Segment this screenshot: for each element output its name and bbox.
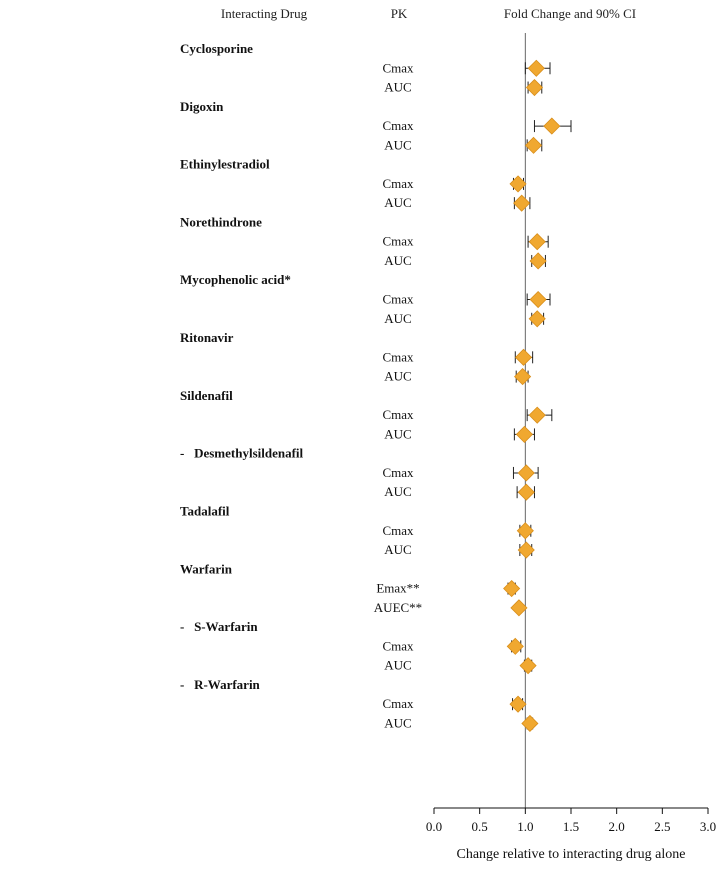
drug-label: Mycophenolic acid* [180,272,291,288]
x-axis-ticks [426,808,716,834]
pk-label: AUC [384,715,412,731]
drug-label: Tadalafil [180,503,230,519]
pk-label: AUC [384,426,412,442]
pk-label: Cmax [382,522,414,538]
estimate-diamond [522,715,538,731]
pk-label: AUC [384,195,412,211]
x-tick-label: 0.0 [425,819,443,834]
pk-label: AUC [384,79,412,95]
pk-label: Cmax [382,118,414,134]
drug-label: - Desmethylsildenafil [180,445,304,461]
estimate-diamond [514,195,530,211]
pk-labels [374,60,422,730]
estimate-diamond [520,658,536,674]
pk-label: AUEC** [373,599,423,615]
pk-label: AUC [384,137,412,153]
estimate-diamond [526,137,542,153]
pk-label: Cmax [382,696,414,712]
pk-label: AUC [384,252,412,268]
pk-label: AUC [384,542,412,558]
pk-label: AUC [384,310,412,326]
drug-label: Norethindrone [180,214,262,230]
pk-label: Cmax [382,638,414,654]
x-tick-label: 0.5 [471,819,488,834]
pk-label: AUC [384,657,412,673]
pk-label: Cmax [382,407,414,423]
estimate-diamond [529,234,545,250]
data-marks [504,60,571,731]
drug-label: - S-Warfarin [180,619,258,635]
x-tick-label: 2.5 [654,819,671,834]
pk-label: Cmax [382,233,414,249]
x-tick-label: 3.0 [699,819,717,834]
pk-label: Emax** [376,580,420,596]
estimate-diamond [518,465,534,481]
estimate-diamond [511,600,527,616]
pk-label: AUC [384,368,412,384]
drug-labels [180,41,304,692]
pk-label: Cmax [382,291,414,307]
pk-label: Cmax [382,464,414,480]
estimate-diamond [504,581,520,597]
x-tick-label: 1.5 [562,819,580,834]
drug-label: Ethinylestradiol [180,156,270,172]
estimate-diamond [530,253,546,269]
estimate-diamond [518,484,534,500]
estimate-diamond [529,407,545,423]
estimate-diamond [528,60,544,76]
drug-label: - R-Warfarin [180,676,260,692]
x-axis [426,808,716,834]
drug-label: Ritonavir [180,330,234,346]
estimate-diamond [516,349,532,365]
pk-label: AUC [384,484,412,500]
x-axis-label: Change relative to interacting drug alone [456,847,686,862]
header-interacting-drug: Interacting Drug [220,6,308,21]
x-tick-label: 1.0 [517,819,534,834]
drug-label: Cyclosporine [180,41,253,56]
pk-label: Cmax [382,175,414,191]
pk-label: Cmax [382,349,414,365]
header-fold-change: Fold Change and 90% CI [503,6,637,21]
header-pk: PK [390,6,408,21]
x-tick-label: 2.0 [608,819,625,834]
estimate-diamond [516,426,532,442]
estimate-diamond [526,80,542,96]
pk-label: Cmax [382,60,414,76]
drug-label: Warfarin [180,561,232,577]
estimate-diamond [544,118,560,134]
estimate-diamond [530,292,546,308]
drug-label: Digoxin [180,98,224,114]
drug-label: Sildenafil [180,387,233,403]
